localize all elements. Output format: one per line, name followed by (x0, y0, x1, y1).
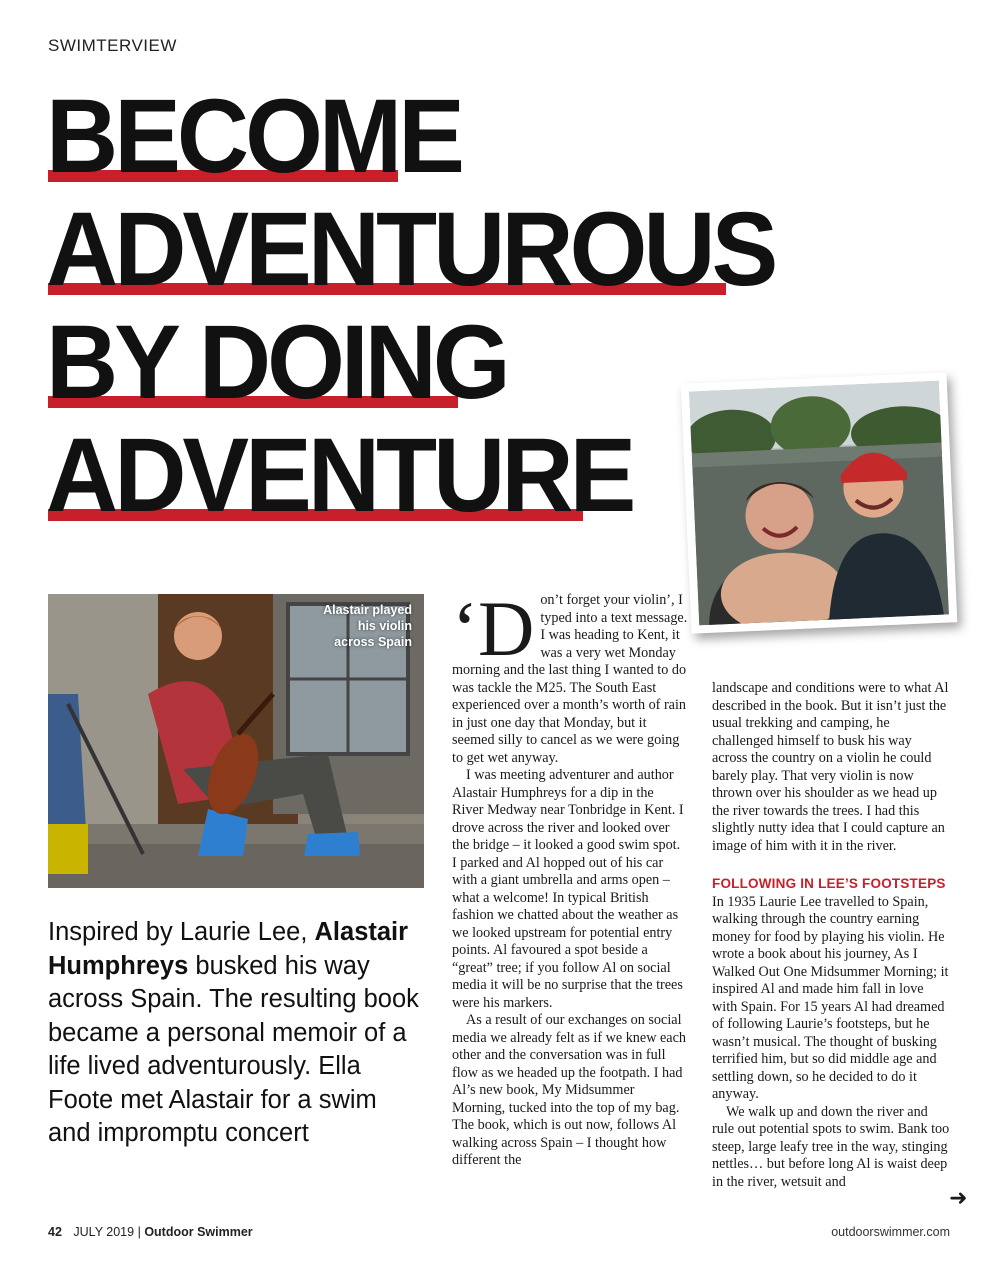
photo-caption: Alastair played his violin across Spain (323, 603, 412, 649)
river-swim-illustration (689, 381, 949, 626)
arrow-right-icon: ➜ (949, 1186, 968, 1211)
issue-date: JULY 2019 (73, 1225, 135, 1239)
river-swim-photo (681, 372, 958, 633)
headline-line (46, 190, 946, 310)
magazine-name: Outdoor Swimmer (144, 1225, 253, 1239)
footer-folio (48, 1225, 253, 1239)
article-paragraph-text: on’t forget your violin’, I typed into a text message. I was heading to Kent, it was a very wet Monday morning and the last thing I wanted to do was tackle the M25. The South East experienced over a month’s worth of rain in just one day that Monday, but it seemed silly to cancel as we were going to get wet anyway. (452, 592, 688, 766)
violin-photo (48, 594, 424, 888)
standfirst-text: busked his way across Spain. The resulting book became a personal memoir of a life lived adventurously. Ella Foote met Alastair for a swim and impromptu concert (48, 951, 419, 1147)
drop-cap: ‘D (452, 585, 535, 672)
article-subhead: FOLLOWING IN LEE’S FOOTSTEPS (712, 876, 946, 891)
headline-text: ADVENTUROUS (46, 190, 775, 309)
standfirst-text: Inspired by Laurie Lee, (48, 918, 315, 946)
website-url: outdoorswimmer.com (831, 1225, 950, 1239)
article-paragraph: landscape and conditions were to what Al described in the book. But it isn’t just the usual trekking and camping, he challenged himself to busk his way across the country on a violin he could barely play. That very violin is now thrown over his shoulder as we head up the river towards the trees. I had this slightly nutty idea that I could capture an image of him with it in the river. (712, 680, 949, 854)
headline-text: BY DOING (46, 303, 507, 422)
article-paragraph: We walk up and down the river and rule out potential spots to swim. Bank too steep, large leafy tree in the way, stinging nettles… but before long Al is waist deep in the river, wetsuit and (712, 1103, 950, 1190)
headline-text: BECOME (46, 77, 461, 196)
article-paragraph: I was meeting adventurer and author Alastair Humphreys for a dip in the River Medway near Tonbridge in Kent. I drove across the river and looked over the bridge – it looked a good swim spot. I parked and Al hopped out of his car with a giant umbrella and arms open – what a welcome! In typical British fashion we chatted about the weather as we looked upstream for potential entry points. Al favoured a spot beside a “great” tree; if you follow Al on social media it will be no surprise that the trees were his markers. (452, 767, 684, 1011)
footer-separator: | (137, 1225, 141, 1239)
headline-text: ADVENTURE (46, 416, 633, 535)
article-paragraph: In 1935 Laurie Lee travelled to Spain, walking through the country earning money for food by playing his violin. He wrote a book about his journey, As I Walked Out One Midsummer Morning; it inspired Al and made him fall in love with Spain. For 15 years Al had dreamed of following Laurie’s footsteps, but he wasn’t musical. The thought of busking terrified him, but so did middle age and settling down, so he decided to do it anyway. (712, 893, 949, 1102)
headline-line (46, 77, 946, 197)
article-column-2 (712, 680, 950, 1191)
article-column-1 (452, 585, 688, 1170)
article-paragraph (452, 585, 688, 767)
standfirst-name: Alastair Humphreys (48, 918, 409, 980)
article-paragraph: As a result of our exchanges on social media we already felt as if we knew each other and the conversation was in full flow as we headed up the footpath. I had Al’s new book, My Midsummer Morning, tucked into the top of my bag. The book, which is out now, follows Al walking across Spain – I thought how different the (452, 1012, 686, 1168)
standfirst (48, 916, 420, 1151)
page-number: 42 (48, 1225, 62, 1239)
section-label: SWIMTERVIEW (48, 36, 177, 55)
